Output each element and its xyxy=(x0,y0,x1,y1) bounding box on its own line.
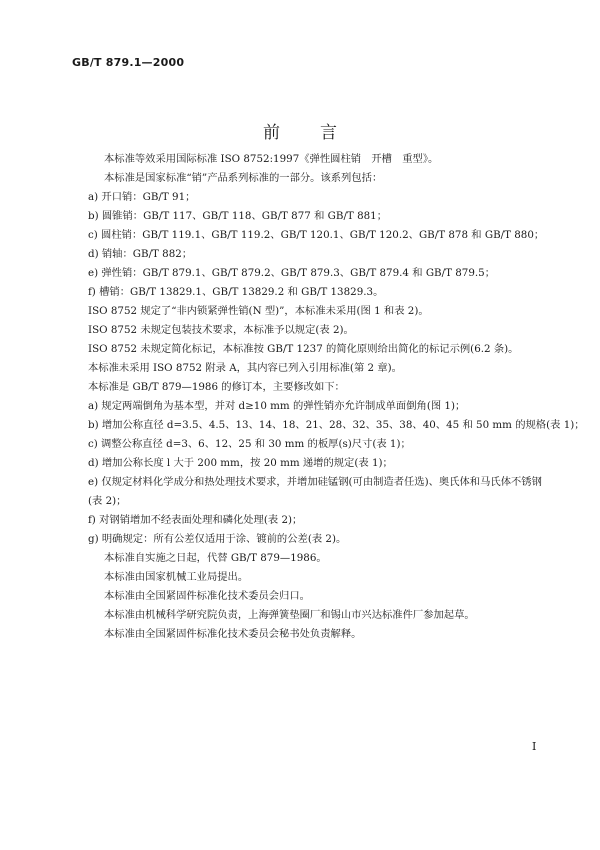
page-number: I xyxy=(532,740,537,753)
foreword-paragraph: f) 槽销：GB/T 13829.1、GB/T 13829.2 和 GB/T 13829.3。 xyxy=(88,286,384,298)
foreword-paragraph: 本标准由机械科学研究院负责，上海弹簧垫圈厂和锡山市兴达标准件厂参加起草。 xyxy=(104,609,475,621)
foreword-paragraph: ISO 8752 规定了“非内锁紧弹性销(N 型)”，本标准未采用(图 1 和表 2)。 xyxy=(88,305,429,317)
page-title: 前言 xyxy=(263,123,377,143)
foreword-paragraph: e) 弹性销：GB/T 879.1、GB/T 879.2、GB/T 879.3、GB/T 879.4 和 GB/T 879.5； xyxy=(88,267,496,279)
foreword-paragraph: 本标准由全国紧固件标准化技术委员会秘书处负责解释。 xyxy=(104,628,362,640)
standard-code: GB/T 879.1—2000 xyxy=(72,56,185,69)
foreword-paragraph: 本标准由全国紧固件标准化技术委员会归口。 xyxy=(104,590,310,602)
foreword-paragraph: g) 明确规定：所有公差仅适用于涂、镀前的公差(表 2)。 xyxy=(88,533,347,545)
foreword-paragraph: 本标准未采用 ISO 8752 附录 A，其内容已列入引用标准(第 2 章)。 xyxy=(88,362,402,374)
foreword-body xyxy=(88,150,585,644)
foreword-paragraph: 本标准是国家标准“销”产品系列标准的一部分。该系列包括： xyxy=(104,172,383,184)
foreword-paragraph: c) 圆柱销：GB/T 119.1、GB/T 119.2、GB/T 120.1、GB/T 120.2、GB/T 878 和 GB/T 880； xyxy=(88,229,545,241)
foreword-paragraph: b) 圆锥销：GB/T 117、GB/T 118、GB/T 877 和 GB/T 881； xyxy=(88,210,388,222)
foreword-paragraph: d) 增加公称长度 l 大于 200 mm，按 20 mm 递增的规定(表 1)； xyxy=(88,457,393,469)
foreword-paragraph: 本标准由国家机械工业局提出。 xyxy=(104,571,249,583)
foreword-paragraph: 本标准自实施之日起，代替 GB/T 879—1986。 xyxy=(104,552,327,564)
foreword-paragraph: ISO 8752 未规定包装技术要求，本标准予以规定(表 2)。 xyxy=(88,324,354,336)
foreword-paragraph: 本标准是 GB/T 879—1986 的修订本，主要修改如下： xyxy=(88,381,345,393)
foreword-paragraph: e) 仅规定材料化学成分和热处理技术要求，并增加硅锰钢(可由制造者任选)、奥氏体和马氏体不锈钢(表 2)； xyxy=(88,476,542,507)
foreword-paragraph: c) 调整公称直径 d=3、6、12、25 和 30 mm 的板厚(s)尺寸(表 1)； xyxy=(88,438,411,450)
foreword-paragraph: b) 增加公称直径 d=3.5、4.5、13、14、18、21、28、32、35、38、40、45 和 50 mm 的规格(表 1)； xyxy=(88,419,585,431)
foreword-paragraph: ISO 8752 未规定简化标记，本标准按 GB/T 1237 的简化原则给出简化的标记示例(6.2 条)。 xyxy=(88,343,519,355)
foreword-paragraph: a) 开口销：GB/T 91； xyxy=(88,191,196,203)
foreword-paragraph: a) 规定两端倒角为基本型，并对 d≥10 mm 的弹性销亦允许制成单面倒角(图 1)； xyxy=(88,400,466,412)
foreword-paragraph: 本标准等效采用国际标准 ISO 8752:1997《弹性圆柱销 开槽 重型》。 xyxy=(104,153,439,165)
foreword-paragraph: d) 销轴：GB/T 882； xyxy=(88,248,193,260)
foreword-paragraph: f) 对钢销增加不经表面处理和磷化处理(表 2)； xyxy=(88,514,303,526)
